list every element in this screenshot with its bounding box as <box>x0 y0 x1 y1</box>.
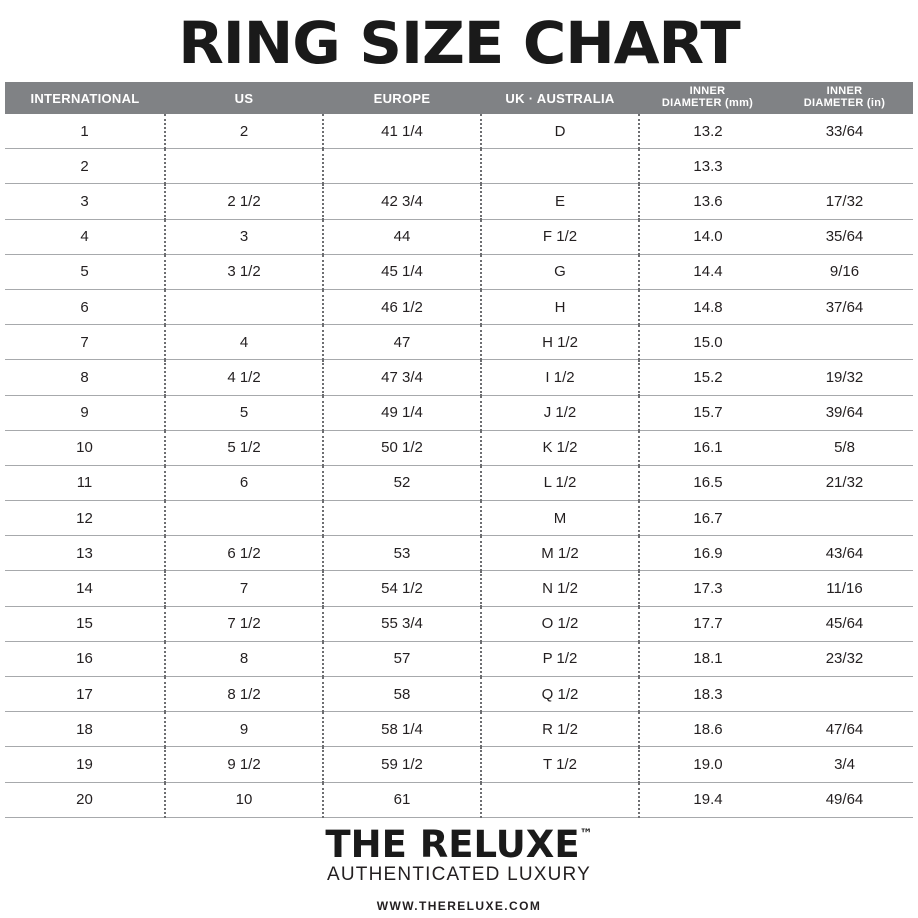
cell-us: 9 <box>165 712 323 747</box>
column-header-uk-australia: UK · AUSTRALIA <box>481 82 639 114</box>
brand-name: THE RELUXE <box>325 822 580 866</box>
cell-us: 3 <box>165 219 323 254</box>
cell-inner-diameter-in <box>776 325 913 360</box>
cell-uk-australia: D <box>481 114 639 149</box>
table-row <box>5 254 913 289</box>
cell-international: 18 <box>5 712 165 747</box>
column-header-inner-label-in: INNER <box>826 85 863 98</box>
cell-europe <box>323 501 481 536</box>
cell-inner-diameter-in: 5/8 <box>776 430 913 465</box>
cell-inner-diameter-mm: 17.3 <box>639 571 776 606</box>
cell-us: 8 <box>165 641 323 676</box>
cell-uk-australia: R 1/2 <box>481 712 639 747</box>
table-row <box>5 677 913 712</box>
cell-uk-australia: E <box>481 184 639 219</box>
cell-uk-australia: I 1/2 <box>481 360 639 395</box>
cell-inner-diameter-mm: 13.2 <box>639 114 776 149</box>
table-row <box>5 395 913 430</box>
cell-europe: 50 1/2 <box>323 430 481 465</box>
page-title: RING SIZE CHART <box>178 9 740 77</box>
cell-international: 8 <box>5 360 165 395</box>
column-header-international: INTERNATIONAL <box>5 82 165 114</box>
cell-us: 7 1/2 <box>165 606 323 641</box>
cell-inner-diameter-mm: 14.4 <box>639 254 776 289</box>
cell-inner-diameter-mm: 18.6 <box>639 712 776 747</box>
cell-us: 2 1/2 <box>165 184 323 219</box>
cell-inner-diameter-mm: 13.6 <box>639 184 776 219</box>
column-header-inner-sub-in: DIAMETER (in) <box>803 97 886 109</box>
table-row <box>5 114 913 149</box>
table-row <box>5 219 913 254</box>
cell-europe: 47 <box>323 325 481 360</box>
cell-europe: 41 1/4 <box>323 114 481 149</box>
cell-uk-australia: G <box>481 254 639 289</box>
cell-inner-diameter-in: 49/64 <box>776 782 913 817</box>
cell-international: 3 <box>5 184 165 219</box>
cell-inner-diameter-in: 33/64 <box>776 114 913 149</box>
cell-international: 2 <box>5 149 165 184</box>
cell-uk-australia: K 1/2 <box>481 430 639 465</box>
cell-uk-australia: J 1/2 <box>481 395 639 430</box>
cell-uk-australia: F 1/2 <box>481 219 639 254</box>
cell-inner-diameter-mm: 18.3 <box>639 677 776 712</box>
cell-inner-diameter-in: 21/32 <box>776 465 913 500</box>
column-header-europe: EUROPE <box>323 82 481 114</box>
table-row <box>5 289 913 324</box>
cell-us <box>165 501 323 536</box>
cell-europe: 53 <box>323 536 481 571</box>
cell-uk-australia: M <box>481 501 639 536</box>
cell-inner-diameter-mm: 18.1 <box>639 641 776 676</box>
cell-us: 9 1/2 <box>165 747 323 782</box>
cell-europe: 61 <box>323 782 481 817</box>
ring-size-table <box>5 82 913 818</box>
cell-international: 12 <box>5 501 165 536</box>
cell-inner-diameter-in: 11/16 <box>776 571 913 606</box>
cell-europe: 42 3/4 <box>323 184 481 219</box>
table-row <box>5 325 913 360</box>
table-row <box>5 641 913 676</box>
cell-inner-diameter-in: 35/64 <box>776 219 913 254</box>
cell-uk-australia: P 1/2 <box>481 641 639 676</box>
cell-us: 10 <box>165 782 323 817</box>
cell-inner-diameter-mm: 14.8 <box>639 289 776 324</box>
cell-inner-diameter-mm: 16.5 <box>639 465 776 500</box>
cell-inner-diameter-in: 3/4 <box>776 747 913 782</box>
cell-uk-australia: L 1/2 <box>481 465 639 500</box>
cell-inner-diameter-in: 47/64 <box>776 712 913 747</box>
cell-inner-diameter-mm: 16.7 <box>639 501 776 536</box>
cell-inner-diameter-mm: 15.0 <box>639 325 776 360</box>
footer <box>0 822 918 913</box>
cell-us: 3 1/2 <box>165 254 323 289</box>
cell-international: 1 <box>5 114 165 149</box>
cell-inner-diameter-mm: 15.2 <box>639 360 776 395</box>
cell-us: 6 1/2 <box>165 536 323 571</box>
cell-europe: 58 <box>323 677 481 712</box>
cell-international: 5 <box>5 254 165 289</box>
column-header-us: US <box>165 82 323 114</box>
cell-us: 8 1/2 <box>165 677 323 712</box>
website-url: WWW.THERELUXE.COM <box>376 898 542 913</box>
cell-inner-diameter-mm: 17.7 <box>639 606 776 641</box>
cell-inner-diameter-mm: 13.3 <box>639 149 776 184</box>
brand-wordmark <box>325 822 593 866</box>
brand-tagline: AUTHENTICATED LUXURY <box>327 863 591 885</box>
table-row <box>5 571 913 606</box>
cell-us <box>165 149 323 184</box>
cell-inner-diameter-mm: 16.1 <box>639 430 776 465</box>
cell-europe: 55 3/4 <box>323 606 481 641</box>
cell-inner-diameter-in: 19/32 <box>776 360 913 395</box>
cell-europe: 44 <box>323 219 481 254</box>
cell-uk-australia: Q 1/2 <box>481 677 639 712</box>
table-row <box>5 536 913 571</box>
cell-inner-diameter-in <box>776 501 913 536</box>
cell-europe: 57 <box>323 641 481 676</box>
cell-europe: 54 1/2 <box>323 571 481 606</box>
cell-inner-diameter-in: 17/32 <box>776 184 913 219</box>
cell-inner-diameter-in: 37/64 <box>776 289 913 324</box>
cell-europe: 49 1/4 <box>323 395 481 430</box>
cell-europe: 59 1/2 <box>323 747 481 782</box>
column-header-inner-diameter-in <box>776 82 913 114</box>
cell-europe: 58 1/4 <box>323 712 481 747</box>
table-row <box>5 501 913 536</box>
cell-inner-diameter-in: 23/32 <box>776 641 913 676</box>
cell-uk-australia <box>481 149 639 184</box>
table-row <box>5 149 913 184</box>
cell-inner-diameter-mm: 14.0 <box>639 219 776 254</box>
cell-international: 6 <box>5 289 165 324</box>
cell-inner-diameter-in: 43/64 <box>776 536 913 571</box>
cell-us: 4 <box>165 325 323 360</box>
cell-europe: 46 1/2 <box>323 289 481 324</box>
cell-inner-diameter-mm: 19.0 <box>639 747 776 782</box>
table-row <box>5 360 913 395</box>
cell-inner-diameter-in: 9/16 <box>776 254 913 289</box>
cell-uk-australia: O 1/2 <box>481 606 639 641</box>
cell-international: 13 <box>5 536 165 571</box>
cell-uk-australia <box>481 782 639 817</box>
table-row <box>5 430 913 465</box>
table-row <box>5 606 913 641</box>
cell-europe: 47 3/4 <box>323 360 481 395</box>
cell-inner-diameter-in <box>776 149 913 184</box>
table-header-row <box>5 82 913 114</box>
cell-inner-diameter-mm: 19.4 <box>639 782 776 817</box>
cell-europe: 45 1/4 <box>323 254 481 289</box>
cell-international: 15 <box>5 606 165 641</box>
cell-us: 5 1/2 <box>165 430 323 465</box>
cell-international: 20 <box>5 782 165 817</box>
cell-us: 4 1/2 <box>165 360 323 395</box>
cell-international: 7 <box>5 325 165 360</box>
cell-us <box>165 289 323 324</box>
cell-international: 10 <box>5 430 165 465</box>
cell-us: 2 <box>165 114 323 149</box>
cell-inner-diameter-in <box>776 677 913 712</box>
cell-us: 5 <box>165 395 323 430</box>
cell-europe <box>323 149 481 184</box>
cell-international: 16 <box>5 641 165 676</box>
cell-international: 14 <box>5 571 165 606</box>
cell-inner-diameter-in: 45/64 <box>776 606 913 641</box>
cell-uk-australia: T 1/2 <box>481 747 639 782</box>
cell-uk-australia: H <box>481 289 639 324</box>
trademark-symbol: ™ <box>579 826 593 842</box>
cell-uk-australia: M 1/2 <box>481 536 639 571</box>
cell-international: 17 <box>5 677 165 712</box>
cell-international: 11 <box>5 465 165 500</box>
cell-inner-diameter-mm: 16.9 <box>639 536 776 571</box>
cell-international: 9 <box>5 395 165 430</box>
cell-europe: 52 <box>323 465 481 500</box>
cell-inner-diameter-mm: 15.7 <box>639 395 776 430</box>
table-row <box>5 465 913 500</box>
cell-us: 6 <box>165 465 323 500</box>
column-header-inner-sub-mm: DIAMETER (mm) <box>661 97 754 109</box>
table-row <box>5 782 913 817</box>
cell-uk-australia: H 1/2 <box>481 325 639 360</box>
table-body <box>5 114 913 817</box>
table-row <box>5 184 913 219</box>
cell-inner-diameter-in: 39/64 <box>776 395 913 430</box>
column-header-inner-diameter-mm <box>639 82 776 114</box>
cell-international: 4 <box>5 219 165 254</box>
cell-us: 7 <box>165 571 323 606</box>
table-row <box>5 747 913 782</box>
cell-uk-australia: N 1/2 <box>481 571 639 606</box>
column-header-inner-label-mm: INNER <box>689 85 726 98</box>
cell-international: 19 <box>5 747 165 782</box>
table-row <box>5 712 913 747</box>
